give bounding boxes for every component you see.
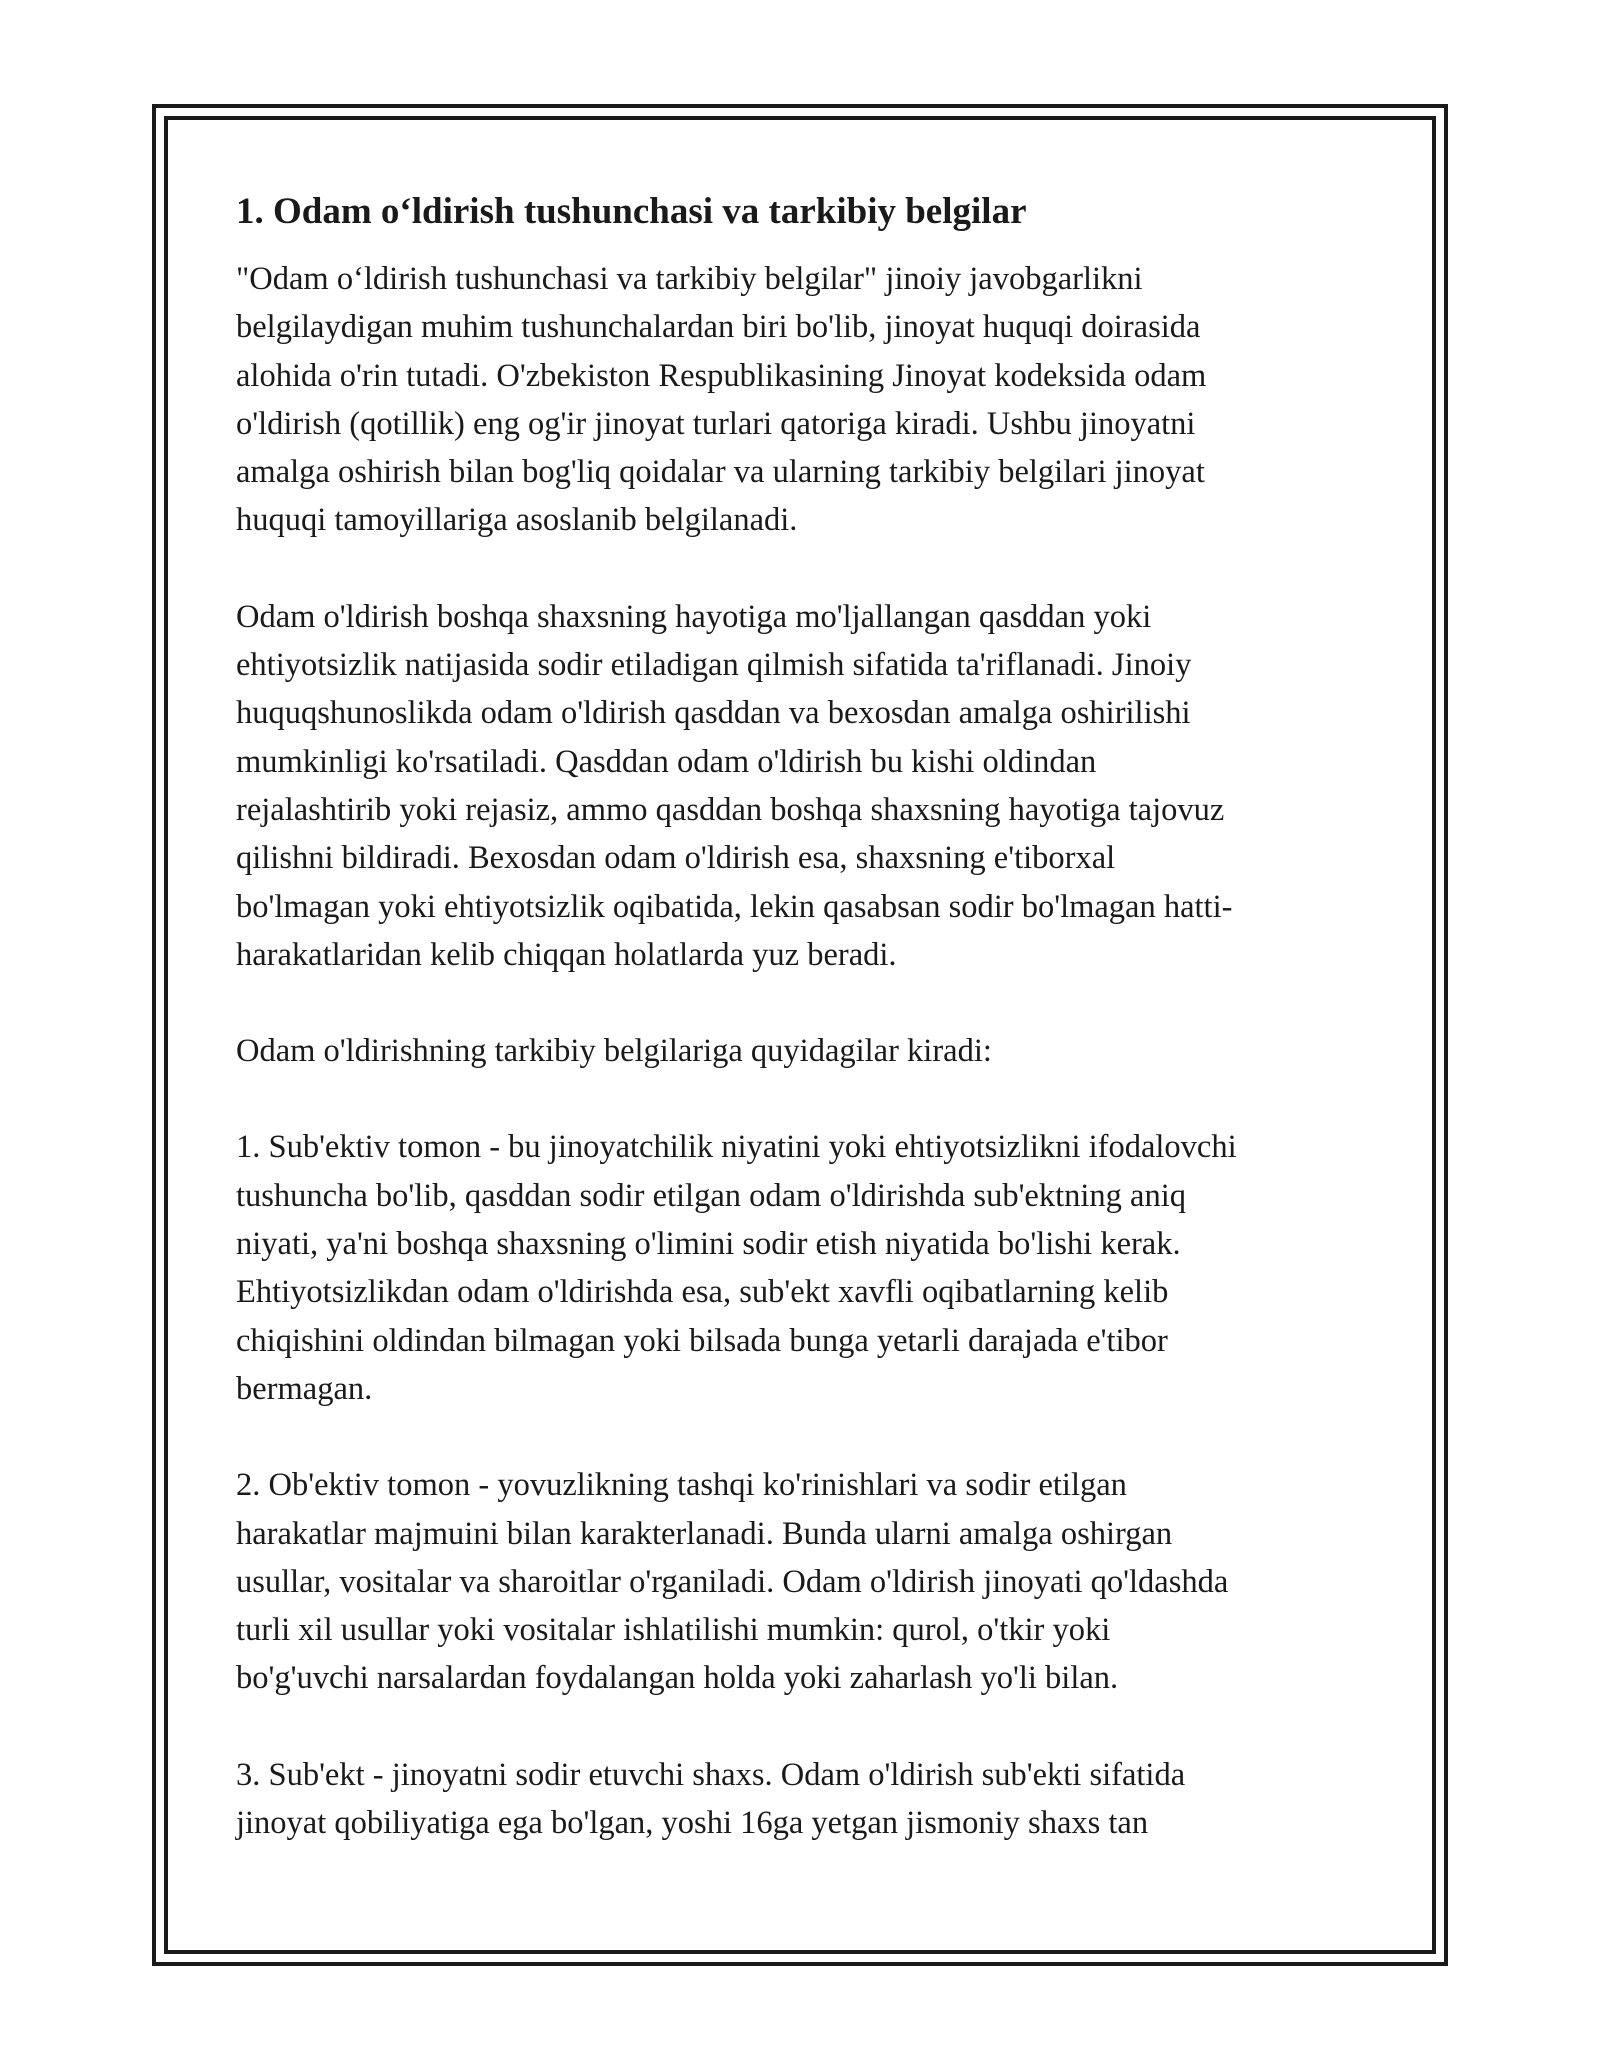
- text-line: tushuncha bo'lib, qasddan sodir etilgan odam o'ldirishda sub'ektning aniq: [236, 1177, 1186, 1214]
- text-line: Odam o'ldirishning tarkibiy belgilariga quyidagilar kiradi:: [236, 1033, 992, 1070]
- text-line: turli xil usullar yoki vositalar ishlatilishi mumkin: qurol, o'tkir yoki: [236, 1612, 1111, 1649]
- paragraph-list-intro: [236, 1027, 1376, 1075]
- list-item-subject: [236, 1751, 1376, 1848]
- text-line: 3. Sub'ekt - jinoyatni sodir etuvchi shaxs. Odam o'ldirish sub'ekti sifatida: [236, 1756, 1186, 1793]
- text-line: niyati, ya'ni boshqa shaxsning o'limini sodir etish niyatida bo'lishi kerak.: [236, 1226, 1181, 1263]
- text-line: "Odam o‘ldirish tushunchasi va tarkibiy belgilar" jinoiy javobgarlikni: [236, 261, 1143, 297]
- text-line: huquqshunoslikda odam o'ldirish qasddan va bexosdan amalga oshirilishi: [236, 695, 1191, 732]
- text-line: belgilaydigan muhim tushunchalardan biri bo'lib, jinoyat huquqi doirasida: [236, 309, 1201, 346]
- text-line: Ehtiyotsizlikdan odam o'ldirishda esa, sub'ekt xavfli oqibatlarning kelib: [236, 1274, 1169, 1311]
- text-line: ehtiyotsizlik natijasida sodir etiladigan qilmish sifatida ta'riflanadi. Jinoiy: [236, 647, 1192, 684]
- section-heading: 1. Odam o‘ldirish tushunchasi va tarkibiy belgilar: [236, 191, 1027, 232]
- text-line: bermagan.: [236, 1370, 373, 1407]
- text-line: chiqishini oldindan bilmagan yoki bilsada bunga yetarli darajada e'tibor: [236, 1322, 1168, 1359]
- text-line: huquqi tamoyillariga asoslanib belgilanadi.: [236, 502, 798, 539]
- text-line: alohida o'rin tutadi. O'zbekiston Respublikasining Jinoyat kodeksida odam: [236, 357, 1207, 394]
- text-line: harakatlaridan kelib chiqqan holatlarda yuz beradi.: [236, 936, 897, 973]
- text-line: bo'lmagan yoki ehtiyotsizlik oqibatida, lekin qasabsan sodir bo'lmagan hatti-: [236, 888, 1233, 925]
- text-line: o'ldirish (qotillik) eng og'ir jinoyat turlari qatoriga kiradi. Ushbu jinoyatni: [236, 405, 1196, 442]
- text-line: usullar, vositalar va sharoitlar o'rganiladi. Odam o'ldirish jinoyati qo'ldashda: [236, 1563, 1229, 1600]
- list-item-objective-side: [236, 1461, 1376, 1702]
- text-line: amalga oshirish bilan bog'liq qoidalar va ularning tarkibiy belgilari jinoyat: [236, 454, 1205, 491]
- text-line: 2. Ob'ektiv tomon - yovuzlikning tashqi ko'rinishlari va sodir etilgan: [236, 1467, 1127, 1504]
- text-line: harakatlar majmuini bilan karakterlanadi. Bunda ularni amalga oshirgan: [236, 1515, 1173, 1552]
- document-body: [236, 188, 1376, 1895]
- paragraph-intro: [236, 255, 1376, 545]
- text-line: qilishni bildiradi. Bexosdan odam o'ldirish esa, shaxsning e'tiborxal: [236, 840, 1116, 877]
- text-line: bo'g'uvchi narsalardan foydalangan holda yoki zaharlash yo'li bilan.: [236, 1660, 1119, 1697]
- text-line: mumkinligi ko'rsatiladi. Qasddan odam o'ldirish bu kishi oldindan: [236, 743, 1097, 780]
- text-line: 1. Sub'ektiv tomon - bu jinoyatchilik niyatini yoki ehtiyotsizlikni ifodalovchi: [236, 1129, 1237, 1166]
- text-line: Odam o'ldirish boshqa shaxsning hayotiga mo'ljallangan qasddan yoki: [236, 598, 1152, 635]
- paragraph-definition: [236, 593, 1376, 979]
- text-line: rejalashtirib yoki rejasiz, ammo qasddan boshqa shaxsning hayotiga tajovuz: [236, 791, 1225, 828]
- text-line: jinoyat qobiliyatiga ega bo'lgan, yoshi 16ga yetgan jismoniy shaxs tan: [236, 1805, 1149, 1842]
- list-item-subjective-side: [236, 1123, 1376, 1413]
